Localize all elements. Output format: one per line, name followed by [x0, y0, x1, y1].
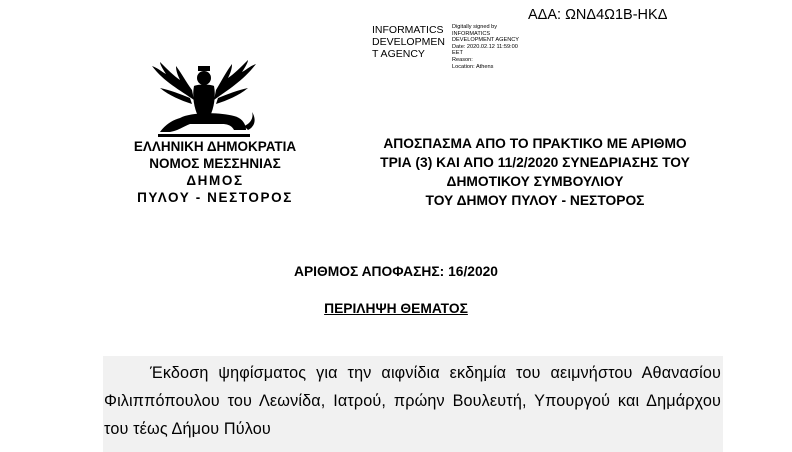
signature-detail-line: Date: 2020.02.12 11:59:00 — [452, 43, 518, 50]
digital-signature-organization — [372, 24, 452, 60]
signature-detail-line: Digitally signed by — [452, 24, 498, 30]
signature-detail-line: DEVELOPMENT AGENCY — [452, 37, 520, 44]
issuer-line: ΕΛΛΗΝΙΚΗ ΔΗΜΟΚΡΑΤΙΑ — [133, 139, 297, 154]
issuer-line: ΠΥΛΟΥ - ΝΕΣΤΟΡΟΣ — [137, 190, 293, 205]
decision-number: ΑΡΙΘΜΟΣ ΑΠΟΦΑΣΗΣ: 16/2020 — [294, 264, 498, 279]
summary-text: Έκδοση ψηφίσματος για την αιφνίδια εκδημία του αειμνήστου Αθανασίου Φιλιππόπουλου του Λεωνίδα, Ιατρού, πρώην Βουλευτή, Υπουργού και Δημάρχου του τέως Δήμου Πύλου — [104, 364, 721, 438]
extract-title-line: ΤΟΥ ΔΗΜΟΥ ΠΥΛΟΥ - ΝΕΣΤΟΡΟΣ — [425, 193, 645, 208]
signature-org-line: T AGENCY — [372, 48, 425, 60]
greek-republic-emblem-icon — [150, 60, 258, 140]
signature-detail-line: Reason: — [452, 56, 473, 63]
extract-title-line: ΤΡΙΑ (3) ΚΑΙ ΑΠΟ 11/2/2020 ΣΥΝΕΔΡΙΑΣΗΣ ΤΟΥ — [380, 155, 690, 170]
summary-heading: ΠΕΡΙΛΗΨΗ ΘΕΜΑΤΟΣ — [324, 301, 468, 316]
extract-title-line: ΔΗΜΟΤΙΚΟΥ ΣΥΜΒΟΥΛΙΟΥ — [446, 174, 624, 189]
signature-org-line: INFORMATICS — [372, 24, 444, 36]
issuer-block — [104, 138, 326, 206]
ada-code: ΑΔΑ: ΩΝΔ4Ω1Β-ΗΚΔ — [528, 7, 668, 23]
signature-detail-line: Location: Athens — [452, 63, 494, 70]
signature-detail-line: EET — [452, 50, 463, 57]
issuer-line: ΔΗΜΟΣ — [186, 173, 244, 188]
digital-signature-details — [452, 24, 519, 70]
extract-title-block — [345, 134, 725, 210]
signature-detail-line: INFORMATICS — [452, 30, 491, 37]
signature-org-line: DEVELOPMEN — [372, 36, 445, 48]
issuer-line: ΝΟΜΟΣ ΜΕΣΣΗΝΙΑΣ — [149, 156, 281, 171]
extract-title-line: ΑΠΟΣΠΑΣΜΑ ΑΠΟ ΤΟ ΠΡΑΚΤΙΚΟ ΜΕ ΑΡΙΘΜΟ — [383, 136, 687, 151]
